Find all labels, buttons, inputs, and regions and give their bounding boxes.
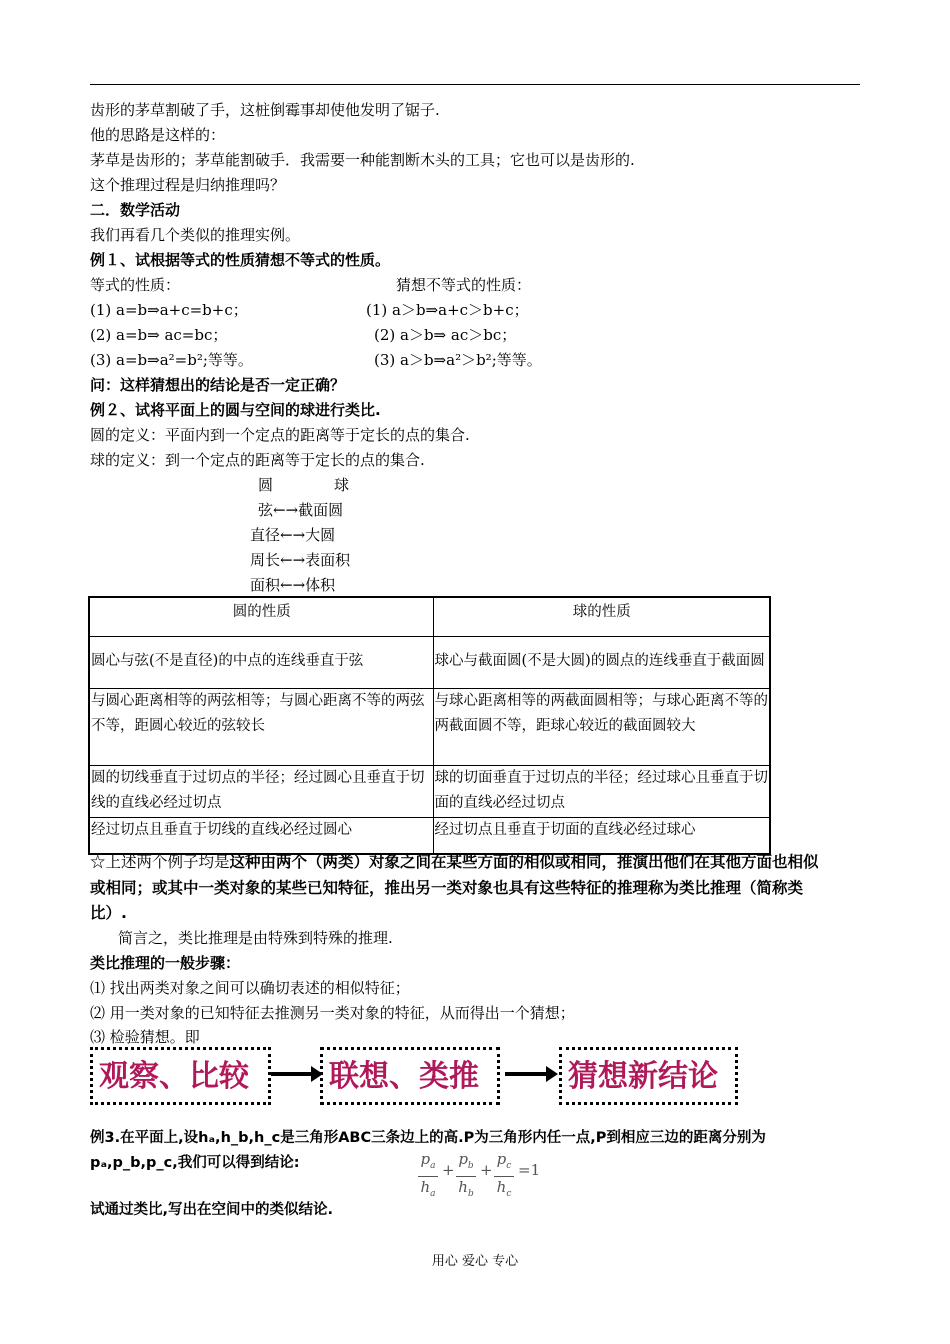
- table-cell: 与圆心距离相等的两弦相等；与圆心距离不等的两弦不等，距圆心较近的弦较长: [89, 689, 433, 766]
- inequality-prop-3: (3) a＞b⇒a²＞b²;等等。: [374, 351, 542, 369]
- sphere-definition: 球的定义：到一个定点的距离等于定长的点的集合.: [90, 451, 425, 469]
- table-header-circle: 圆的性质: [89, 597, 433, 637]
- flow-box-associate: 联想、类推: [320, 1047, 500, 1105]
- example1-title: 例１、试根据等式的性质猜想不等式的性质。: [90, 251, 391, 269]
- summary-brief: 简言之，类比推理是由特殊到特殊的推理.: [118, 929, 393, 947]
- flow-box-conjecture: 猜想新结论: [559, 1047, 738, 1105]
- table-header-row: [89, 597, 770, 637]
- summary-line-1: [90, 852, 819, 872]
- table-row: [89, 818, 770, 854]
- example1-question: 问：这样猜想出的结论是否一定正确？: [90, 376, 346, 394]
- inequality-prop-1: (1) a＞b⇒a+c＞b+c；: [366, 301, 529, 319]
- table-row: [89, 637, 770, 689]
- flow-arrow-icon: [505, 1072, 548, 1076]
- formula-fraction-a: $p_a$ $h_a$: [418, 1150, 438, 1203]
- section-intro: 我们再看几个类似的推理实例。: [90, 226, 301, 244]
- properties-table: [88, 596, 771, 855]
- step-item: ⑶ 检验猜想。即: [90, 1028, 200, 1046]
- intro-line-4: 这个推理过程是归纳推理吗？: [90, 176, 286, 194]
- flow-arrow-icon: [271, 1072, 313, 1076]
- example2-title: 例２、试将平面上的圆与空间的球进行类比.: [90, 401, 381, 419]
- table-cell: 经过切点且垂直于切面的直线必经过球心: [433, 818, 770, 854]
- table-row: [89, 689, 770, 766]
- formula-equals: =1: [518, 1161, 541, 1179]
- table-cell: 球心与截面圆(不是大圆)的圆点的连线垂直于截面圆: [433, 637, 770, 689]
- table-cell: 与球心距离相等的两截面圆相等；与球心距离不等的两截面圆不等，距球心较近的截面圆较大: [433, 689, 770, 766]
- header-rule: [90, 84, 860, 85]
- table-cell: 圆的切线垂直于过切点的半径；经过圆心且垂直于切线的直线必经过切点: [89, 766, 433, 818]
- step-item: ⑴ 找出两类对象之间可以确切表述的相似特征；: [90, 979, 410, 997]
- inequality-prop-2: (2) a＞b⇒ ac＞bc；: [374, 326, 517, 344]
- example3-line-1: 例3.在平面上,设hₐ,h_b,h_c是三角形ABC三条边上的高.P为三角形内任一点,P到相应三边的距离分别为: [90, 1130, 766, 1146]
- analogy-item: 周长←→表面积: [250, 551, 351, 569]
- section-heading: 二．数学活动: [90, 201, 181, 219]
- table-cell: 球的切面垂直于过切点的半径；经过球心且垂直于切面的直线必经过切点: [433, 766, 770, 818]
- formula-fraction-c: $p_c$ $h_c$: [494, 1150, 514, 1203]
- table-cell: 经过切点且垂直于切线的直线必经过圆心: [89, 818, 433, 854]
- summary-line-2: 或相同；或其中一类对象的某些已知特征，推出另一类对象也具有这些特征的推理称为类比推理（简称类: [90, 879, 804, 897]
- inequality-header: 猜想不等式的性质：: [396, 276, 532, 294]
- formula-plus: +: [480, 1161, 493, 1179]
- analogy-header-circle: 圆: [258, 476, 274, 494]
- intro-line-1: 齿形的茅草割破了手，这桩倒霉事却使他发明了锯子.: [90, 101, 440, 119]
- analogy-item: 弦←→截面圆: [258, 501, 344, 519]
- formula-fraction-b: $p_b$ $h_b$: [456, 1150, 476, 1203]
- summary-star-prefix: ☆上述两个例子均是: [90, 853, 230, 871]
- intro-line-3: 茅草是齿形的；茅草能割破手．我需要一种能割断木头的工具；它也可以是齿形的.: [90, 151, 635, 169]
- table-header-sphere: 球的性质: [433, 597, 770, 637]
- analogy-item: 直径←→大圆: [250, 526, 336, 544]
- summary-bold-1: 这种由两个（两类）对象之间在某些方面的相似或相同，推演出他们在其他方面也相似: [229, 853, 819, 871]
- table-cell: 圆心与弦(不是直径)的中点的连线垂直于弦: [89, 637, 433, 689]
- example3-task: 试通过类比,写出在空间中的类似结论.: [90, 1202, 334, 1218]
- summary-line-3: 比）.: [90, 904, 127, 922]
- intro-line-2: 他的思路是这样的：: [90, 126, 226, 144]
- equality-header: 等式的性质：: [90, 276, 181, 294]
- step-item: ⑵ 用一类对象的已知特征去推测另一类对象的特征，从而得出一个猜想；: [90, 1004, 575, 1022]
- analogy-header-sphere: 球: [334, 476, 350, 494]
- analogy-item: 面积←→体积: [250, 576, 336, 594]
- equality-prop-1: (1) a=b⇒a+c=b+c；: [90, 301, 248, 319]
- page-footer: 用心 爱心 专心: [431, 1254, 519, 1269]
- circle-definition: 圆的定义：平面内到一个定点的距离等于定长的点的集合.: [90, 426, 470, 444]
- equality-prop-3: (3) a=b⇒a²=b²;等等。: [90, 351, 253, 369]
- table-row: [89, 766, 770, 818]
- example3-line-2: pₐ,p_b,p_c,我们可以得到结论:: [90, 1155, 300, 1171]
- equality-prop-2: (2) a=b⇒ ac=bc；: [90, 326, 228, 344]
- flow-box-observe: 观察、比较: [90, 1047, 271, 1105]
- formula-plus: +: [442, 1161, 455, 1179]
- steps-title: 类比推理的一般步骤：: [90, 954, 241, 972]
